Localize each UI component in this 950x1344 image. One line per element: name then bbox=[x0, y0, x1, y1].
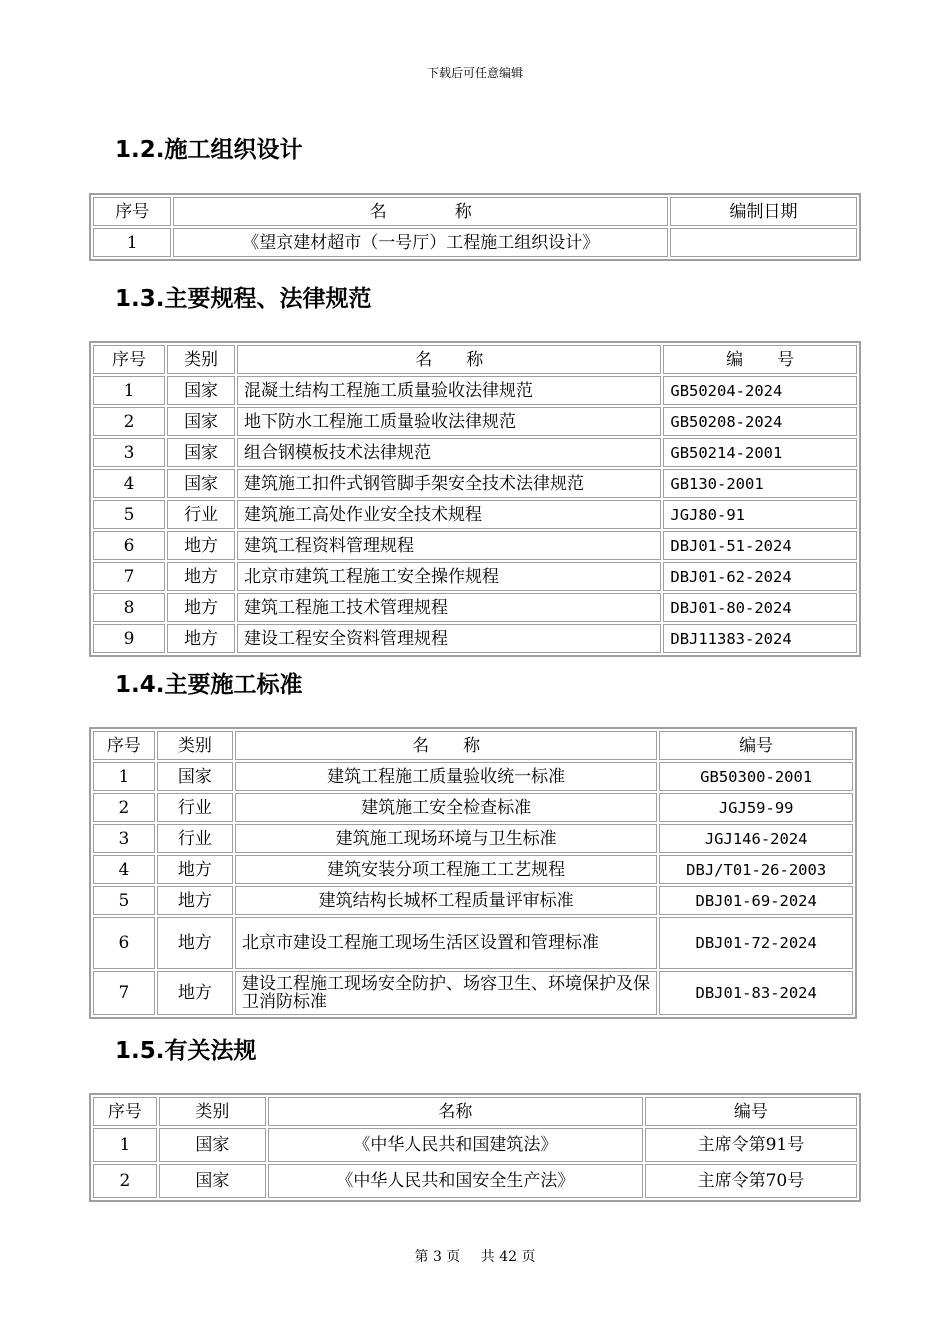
cell-name: 建筑安装分项工程施工工艺规程 bbox=[235, 855, 657, 884]
cell-category: 地方 bbox=[167, 624, 235, 653]
table-construction-design bbox=[89, 193, 861, 261]
table-row bbox=[93, 1164, 857, 1198]
table-row bbox=[93, 469, 857, 498]
header-cell: 类别 bbox=[159, 1097, 266, 1126]
cell-category: 地方 bbox=[167, 562, 235, 591]
cell-code: GB50204-2024 bbox=[663, 376, 857, 405]
cell-index: 1 bbox=[93, 228, 171, 257]
cell-date bbox=[670, 228, 857, 257]
header-cell: 类别 bbox=[157, 731, 233, 760]
cell-name: 建设工程施工现场安全防护、场容卫生、环境保护及保卫消防标准 bbox=[235, 971, 657, 1015]
cell-code: JGJ80-91 bbox=[663, 500, 857, 529]
table-row bbox=[93, 562, 857, 591]
header-cell: 编号 bbox=[645, 1097, 857, 1126]
table-row bbox=[93, 1128, 857, 1162]
table-header-row bbox=[93, 1097, 857, 1126]
cell-name: 北京市建筑工程施工安全操作规程 bbox=[237, 562, 661, 591]
cell-category: 地方 bbox=[157, 917, 233, 969]
cell-category: 国家 bbox=[159, 1128, 266, 1162]
cell-code: GB50300-2001 bbox=[659, 762, 853, 791]
cell-category: 行业 bbox=[157, 793, 233, 822]
table-standards bbox=[89, 727, 857, 1019]
cell-code: JGJ146-2024 bbox=[659, 824, 853, 853]
page-total: 共 42 页 bbox=[480, 1249, 536, 1265]
cell-code: 主席令第91号 bbox=[645, 1128, 857, 1162]
cell-index: 1 bbox=[93, 376, 165, 405]
section-title-1-3: 1.3.主要规程、法律规范 bbox=[115, 286, 372, 312]
header-cell: 编 号 bbox=[663, 345, 857, 374]
cell-category: 行业 bbox=[157, 824, 233, 853]
header-cell: 编号 bbox=[659, 731, 853, 760]
header-cell: 序号 bbox=[93, 731, 155, 760]
table-row bbox=[93, 376, 857, 405]
table-row bbox=[93, 971, 853, 1015]
cell-name: 建筑施工高处作业安全技术规程 bbox=[237, 500, 661, 529]
header-cell: 序号 bbox=[93, 1097, 157, 1126]
header-cell: 名称 bbox=[268, 1097, 643, 1126]
header-cell: 序号 bbox=[93, 197, 171, 226]
cell-index: 2 bbox=[93, 407, 165, 436]
cell-code: DBJ01-83-2024 bbox=[659, 971, 853, 1015]
cell-index: 6 bbox=[93, 531, 165, 560]
cell-category: 地方 bbox=[167, 593, 235, 622]
header-cell: 名 称 bbox=[237, 345, 661, 374]
cell-name: 地下防水工程施工质量验收法律规范 bbox=[237, 407, 661, 436]
table-row bbox=[93, 531, 857, 560]
cell-name: 《中华人民共和国建筑法》 bbox=[268, 1128, 643, 1162]
cell-category: 地方 bbox=[157, 971, 233, 1015]
table-row bbox=[93, 438, 857, 467]
table-row bbox=[93, 407, 857, 436]
cell-index: 5 bbox=[93, 886, 155, 915]
cell-name: 建筑工程资料管理规程 bbox=[237, 531, 661, 560]
cell-code: DBJ01-51-2024 bbox=[663, 531, 857, 560]
header-cell: 名 称 bbox=[235, 731, 657, 760]
table-row bbox=[93, 917, 853, 969]
cell-code: DBJ11383-2024 bbox=[663, 624, 857, 653]
cell-category: 国家 bbox=[167, 469, 235, 498]
cell-category: 行业 bbox=[167, 500, 235, 529]
cell-name: 建筑施工安全检查标准 bbox=[235, 793, 657, 822]
cell-code: GB50208-2024 bbox=[663, 407, 857, 436]
section-title-1-2: 1.2.施工组织设计 bbox=[115, 137, 303, 163]
cell-name: 建筑施工现场环境与卫生标准 bbox=[235, 824, 657, 853]
cell-index: 9 bbox=[93, 624, 165, 653]
cell-index: 4 bbox=[93, 855, 155, 884]
cell-code: DBJ01-62-2024 bbox=[663, 562, 857, 591]
cell-name: 建筑结构长城杯工程质量评审标准 bbox=[235, 886, 657, 915]
cell-name: 《中华人民共和国安全生产法》 bbox=[268, 1164, 643, 1198]
table-row bbox=[93, 593, 857, 622]
cell-index: 7 bbox=[93, 971, 155, 1015]
cell-index: 2 bbox=[93, 1164, 157, 1198]
cell-category: 地方 bbox=[157, 886, 233, 915]
cell-name: 建筑施工扣件式钢管脚手架安全技术法律规范 bbox=[237, 469, 661, 498]
section-title-1-4: 1.4.主要施工标准 bbox=[115, 672, 303, 698]
cell-category: 国家 bbox=[167, 376, 235, 405]
cell-category: 国家 bbox=[159, 1164, 266, 1198]
cell-index: 5 bbox=[93, 500, 165, 529]
cell-index: 4 bbox=[93, 469, 165, 498]
cell-index: 1 bbox=[93, 762, 155, 791]
cell-index: 8 bbox=[93, 593, 165, 622]
cell-index: 7 bbox=[93, 562, 165, 591]
cell-code: DBJ01-69-2024 bbox=[659, 886, 853, 915]
cell-index: 2 bbox=[93, 793, 155, 822]
cell-category: 国家 bbox=[157, 762, 233, 791]
table-row bbox=[93, 762, 853, 791]
table-row bbox=[93, 793, 853, 822]
cell-code: DBJ/T01-26-2003 bbox=[659, 855, 853, 884]
cell-index: 3 bbox=[93, 824, 155, 853]
cell-name: 建筑工程施工技术管理规程 bbox=[237, 593, 661, 622]
cell-code: GB130-2001 bbox=[663, 469, 857, 498]
table-row bbox=[93, 855, 853, 884]
cell-name: 《望京建材超市（一号厅）工程施工组织设计》 bbox=[173, 228, 668, 257]
cell-code: DBJ01-72-2024 bbox=[659, 917, 853, 969]
table-row bbox=[93, 500, 857, 529]
header-cell: 编制日期 bbox=[670, 197, 857, 226]
table-regulations bbox=[89, 341, 861, 657]
table-row bbox=[93, 824, 853, 853]
cell-name: 建设工程安全资料管理规程 bbox=[237, 624, 661, 653]
table-row bbox=[93, 228, 857, 257]
cell-category: 地方 bbox=[167, 531, 235, 560]
page-number: 第 3 页 bbox=[414, 1249, 461, 1265]
page-header: 下载后可任意编辑 bbox=[426, 66, 523, 80]
table-header-row bbox=[93, 345, 857, 374]
page-footer bbox=[0, 1246, 950, 1266]
cell-category: 国家 bbox=[167, 407, 235, 436]
header-cell: 名 称 bbox=[173, 197, 668, 226]
cell-category: 地方 bbox=[157, 855, 233, 884]
table-header-row bbox=[93, 197, 857, 226]
table-laws bbox=[89, 1093, 861, 1202]
table-row bbox=[93, 886, 853, 915]
table-header-row bbox=[93, 731, 853, 760]
cell-index: 3 bbox=[93, 438, 165, 467]
cell-code: JGJ59-99 bbox=[659, 793, 853, 822]
cell-code: DBJ01-80-2024 bbox=[663, 593, 857, 622]
cell-name: 北京市建设工程施工现场生活区设置和管理标准 bbox=[235, 917, 657, 969]
cell-code: GB50214-2001 bbox=[663, 438, 857, 467]
cell-code: 主席令第70号 bbox=[645, 1164, 857, 1198]
cell-name: 组合钢模板技术法律规范 bbox=[237, 438, 661, 467]
cell-name: 建筑工程施工质量验收统一标准 bbox=[235, 762, 657, 791]
header-cell: 类别 bbox=[167, 345, 235, 374]
table-row bbox=[93, 624, 857, 653]
cell-category: 国家 bbox=[167, 438, 235, 467]
cell-index: 1 bbox=[93, 1128, 157, 1162]
section-title-1-5: 1.5.有关法规 bbox=[115, 1038, 257, 1064]
cell-name: 混凝土结构工程施工质量验收法律规范 bbox=[237, 376, 661, 405]
header-cell: 序号 bbox=[93, 345, 165, 374]
cell-index: 6 bbox=[93, 917, 155, 969]
